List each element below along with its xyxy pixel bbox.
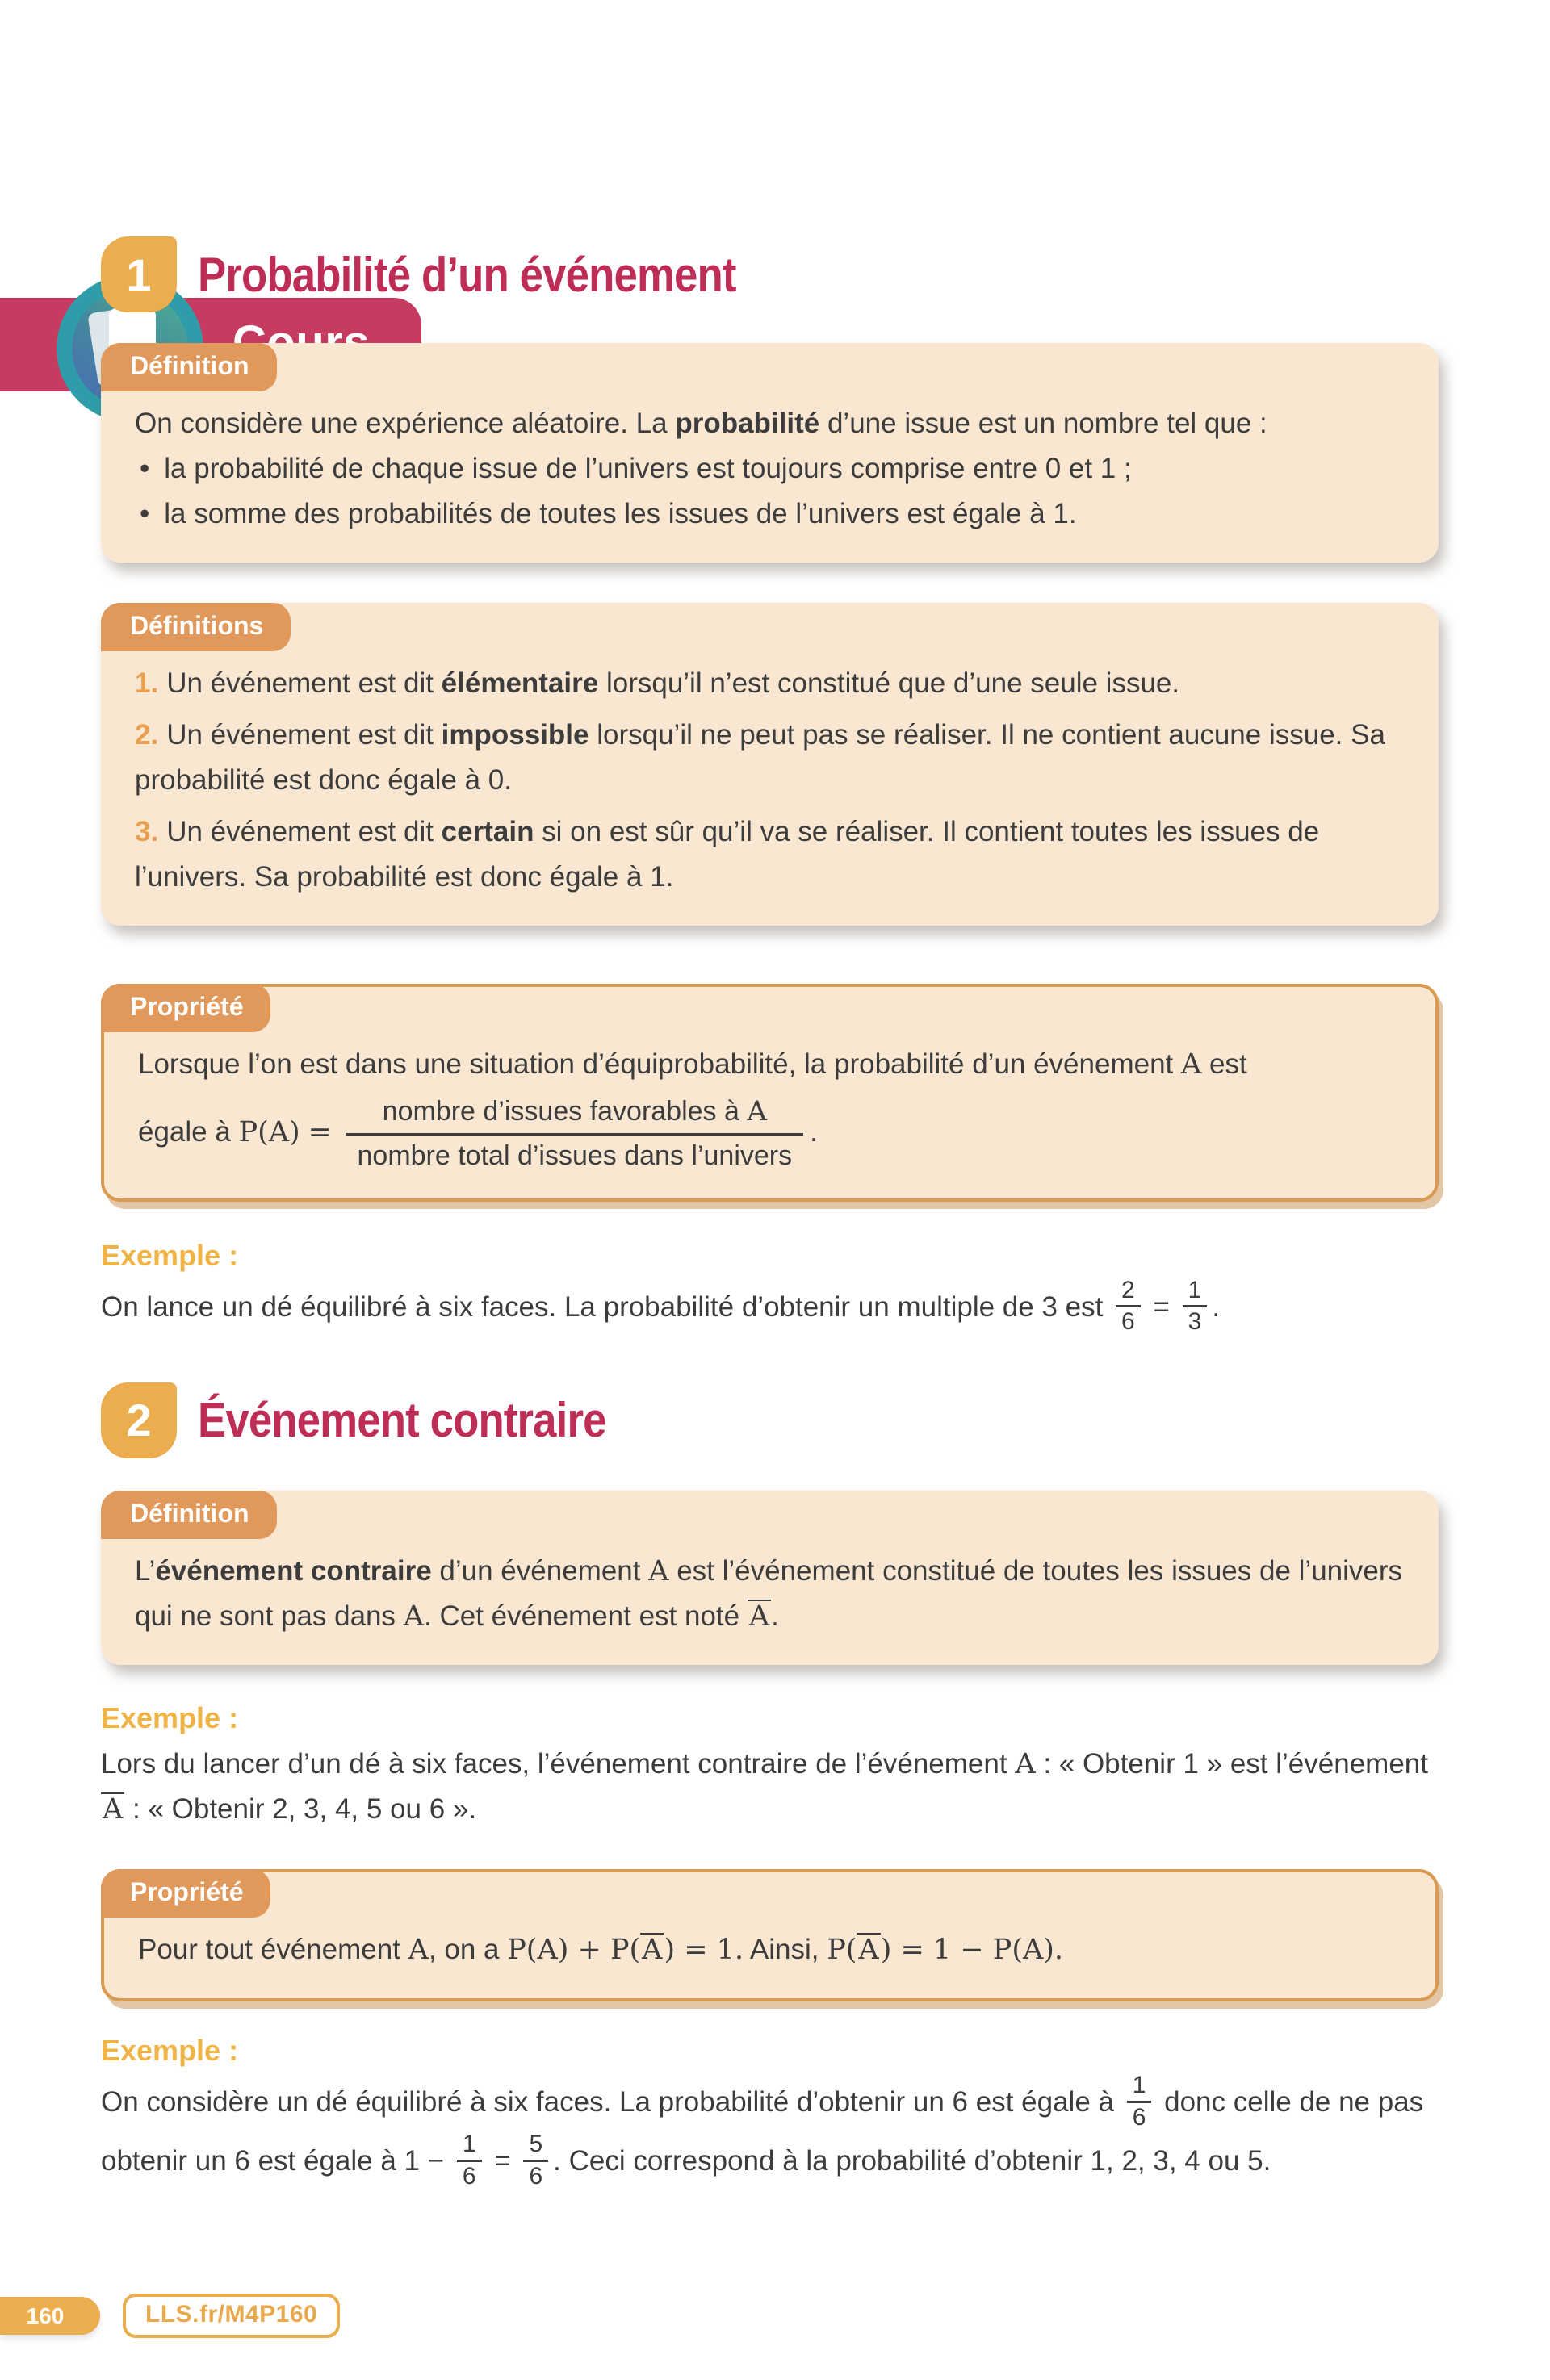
definition-1-bullet-1-text: la probabilité de chaque issue de l’univers est toujours comprise entre 0 et 1 ; bbox=[164, 453, 1132, 484]
example-3-p4: . Ceci correspond à la probabilité d’obtenir 1, 2, 3, 4 ou 5. bbox=[553, 2145, 1271, 2177]
item-1-number: 1. bbox=[135, 667, 159, 699]
property-1-line-1 bbox=[138, 1042, 1401, 1087]
item-3-keyword: certain bbox=[441, 816, 534, 847]
fraction-numerator bbox=[371, 1095, 778, 1133]
example-3-p2: donc celle de ne pas obtenir un 6 est égale à 1 − bbox=[101, 2086, 1424, 2177]
example-2-p5: : « Obtenir 2, 3, 4, 5 ou 6 ». bbox=[124, 1793, 477, 1826]
item-3-post: si on est sûr qu’il va se réaliser. Il contient toutes les issues de l’univers. Sa probabilité est donc égale à 1. bbox=[135, 816, 1320, 893]
sentence-end-period: . bbox=[1212, 1290, 1221, 1323]
definition-1-bullet-2-text: la somme des probabilités de toutes les issues de l’univers est égale à 1. bbox=[164, 498, 1077, 529]
property-2-p3: , on a bbox=[428, 1934, 508, 1966]
equals-sign: = bbox=[1153, 1290, 1170, 1323]
equals-sign: = bbox=[308, 1116, 332, 1149]
fraction-2-6 bbox=[1116, 1277, 1141, 1336]
definitions-box-2 bbox=[101, 603, 1439, 926]
definition-box-1-label: Définition bbox=[101, 343, 277, 391]
definition-box-3-label: Définition bbox=[101, 1491, 277, 1539]
property-box-1 bbox=[101, 984, 1439, 1202]
definition-1-intro-bold: probabilité bbox=[675, 408, 820, 439]
fraction-denominator: nombre total d’issues dans l’univers bbox=[346, 1133, 804, 1173]
example-3-text bbox=[101, 2074, 1439, 2192]
fraction-1-6 bbox=[457, 2131, 482, 2190]
example-2-text bbox=[101, 1742, 1439, 1833]
example-2-label: Exemple : bbox=[101, 1700, 239, 1734]
event-A-bar-symbol: A bbox=[103, 1793, 124, 1826]
fraction-numerator: 2 bbox=[1121, 1276, 1135, 1303]
definition-box-1 bbox=[101, 343, 1439, 563]
property-box-1-label: Propriété bbox=[101, 984, 270, 1032]
probability-fraction bbox=[346, 1095, 804, 1173]
formula-equals-one: ) = 1. bbox=[664, 1934, 744, 1967]
definitions-box-2-body bbox=[101, 651, 1439, 926]
property-1-line1-text: Lorsque l’on est dans une situation d’équiprobabilité, la probabilité d’un événement bbox=[138, 1048, 1181, 1080]
item-3-number: 3. bbox=[135, 816, 159, 847]
item-1-post: lorsqu’il n’est constitué que d’une seule issue. bbox=[598, 667, 1180, 699]
example-2-p1: Lors du lancer d’un dé à six faces, l’événement contraire de l’événement bbox=[101, 1747, 1016, 1780]
definition-3-p5: est l’événement constitué de toutes les issues de l’univers qui ne sont pas dans bbox=[135, 1554, 1403, 1632]
definition-box-1-body bbox=[101, 391, 1439, 563]
fraction-numerator: 1 bbox=[462, 2131, 476, 2158]
property-1-line1-end: est bbox=[1201, 1048, 1247, 1080]
property-box-2-label: Propriété bbox=[101, 1869, 270, 1918]
definition-1-intro-post: d’une issue est un nombre tel que : bbox=[819, 408, 1267, 439]
event-A-bar-symbol: A bbox=[858, 1934, 879, 1967]
numerator-text: nombre d’issues favorables à bbox=[382, 1096, 748, 1127]
definition-3-p7: . Cet événement est noté bbox=[424, 1600, 748, 1632]
item-3-pre: Un événement est dit bbox=[166, 816, 442, 847]
event-A-bar-symbol: A bbox=[642, 1934, 663, 1967]
formula-PA-plus-PAbar: P(A) + P( bbox=[507, 1934, 641, 1967]
property-2-p4: Ainsi, bbox=[744, 1934, 827, 1966]
section-1-title: Probabilité d’un événement bbox=[198, 247, 736, 302]
example-1-sentence: On lance un dé équilibré à six faces. La probabilité d’obtenir un multiple de 3 est bbox=[101, 1290, 1112, 1323]
example-1-text bbox=[101, 1276, 1439, 1338]
fraction-denominator: 6 bbox=[1127, 2101, 1152, 2131]
item-2-number: 2. bbox=[135, 719, 159, 751]
fraction-1-6 bbox=[1127, 2072, 1152, 2131]
definition-3-text bbox=[135, 1549, 1405, 1639]
section-1-heading bbox=[101, 236, 1439, 312]
item-2-keyword: impossible bbox=[441, 719, 589, 751]
event-A-symbol: A bbox=[408, 1934, 429, 1967]
event-A-bar-symbol: A bbox=[748, 1600, 770, 1633]
lls-resource-link[interactable]: LLS.fr/M4P160 bbox=[123, 2294, 340, 2338]
example-3-p1: On considère un dé équilibré à six faces. La probabilité d’obtenir un 6 est égale à bbox=[101, 2086, 1122, 2118]
fraction-denominator: 3 bbox=[1183, 1305, 1208, 1336]
event-A-symbol: A bbox=[403, 1600, 425, 1633]
property-2-formula bbox=[138, 1927, 1401, 1972]
formula-end-period: . bbox=[810, 1116, 818, 1148]
equals-sign: = bbox=[486, 2145, 519, 2177]
definitions-item-1 bbox=[135, 661, 1405, 706]
probability-PA-symbol: P(A) bbox=[238, 1116, 300, 1149]
property-1-formula bbox=[138, 1095, 1401, 1173]
property-box-2 bbox=[101, 1869, 1439, 2001]
definitions-item-2 bbox=[135, 713, 1405, 803]
formula-PAbar-open: P( bbox=[827, 1934, 857, 1967]
bullet-icon: • bbox=[140, 453, 150, 484]
event-A-symbol: A bbox=[1015, 1747, 1036, 1780]
item-1-keyword: élémentaire bbox=[441, 667, 599, 699]
property-2-p1: Pour tout événement bbox=[138, 1934, 408, 1966]
section-1-number-badge: 1 bbox=[101, 236, 177, 312]
textbook-page bbox=[0, 236, 1550, 2328]
event-A-symbol: A bbox=[1181, 1048, 1202, 1081]
example-3-label: Exemple : bbox=[101, 2034, 239, 2068]
definition-box-3 bbox=[101, 1491, 1439, 1665]
item-2-post: lorsqu’il ne peut pas se réaliser. Il ne contient aucune issue. Sa probabilité est donc égale à 0. bbox=[135, 719, 1385, 796]
fraction-1-3 bbox=[1183, 1277, 1208, 1336]
formula-prefix: égale à bbox=[138, 1116, 239, 1148]
section-2-number-badge: 2 bbox=[101, 1382, 177, 1458]
definitions-item-3 bbox=[135, 809, 1405, 900]
item-1-pre: Un événement est dit bbox=[166, 667, 442, 699]
definition-3-p1: L’ bbox=[135, 1554, 156, 1587]
fraction-numerator: 5 bbox=[529, 2131, 543, 2158]
event-A-symbol: A bbox=[747, 1095, 767, 1127]
event-A-symbol: A bbox=[648, 1554, 669, 1587]
property-box-1-body bbox=[104, 1032, 1435, 1198]
fraction-numerator: 1 bbox=[1132, 2072, 1146, 2099]
fraction-denominator: 6 bbox=[523, 2160, 548, 2190]
sentence-end-period: . bbox=[771, 1600, 779, 1632]
page-content bbox=[0, 236, 1550, 2193]
fraction-numerator: 1 bbox=[1188, 1276, 1202, 1303]
property-box-2-body bbox=[104, 1918, 1435, 1998]
example-1-label: Exemple : bbox=[101, 1238, 239, 1272]
item-2-pre: Un événement est dit bbox=[166, 719, 442, 751]
definitions-box-2-label: Définitions bbox=[101, 603, 291, 651]
definition-3-p3: d’un événement bbox=[431, 1554, 649, 1587]
definition-1-intro-pre: On considère une expérience aléatoire. La bbox=[135, 408, 676, 439]
section-2-title: Événement contraire bbox=[198, 1393, 606, 1448]
fraction-5-6 bbox=[523, 2131, 548, 2190]
fraction-denominator: 6 bbox=[457, 2160, 482, 2190]
fraction-denominator: 6 bbox=[1116, 1305, 1141, 1336]
section-2-heading bbox=[101, 1382, 1439, 1458]
example-2-p3: : « Obtenir 1 » est l’événement bbox=[1035, 1747, 1428, 1780]
definition-1-bullet-1 bbox=[135, 446, 1405, 491]
definition-box-3-body bbox=[101, 1539, 1439, 1665]
page-number-badge: 160 bbox=[0, 2297, 100, 2335]
definition-3-keyword: événement contraire bbox=[155, 1554, 432, 1587]
definition-1-intro bbox=[135, 401, 1405, 446]
definition-1-bullet-2 bbox=[135, 491, 1405, 537]
formula-one-minus-PA: ) = 1 − P(A). bbox=[880, 1934, 1064, 1967]
bullet-icon: • bbox=[140, 498, 150, 529]
